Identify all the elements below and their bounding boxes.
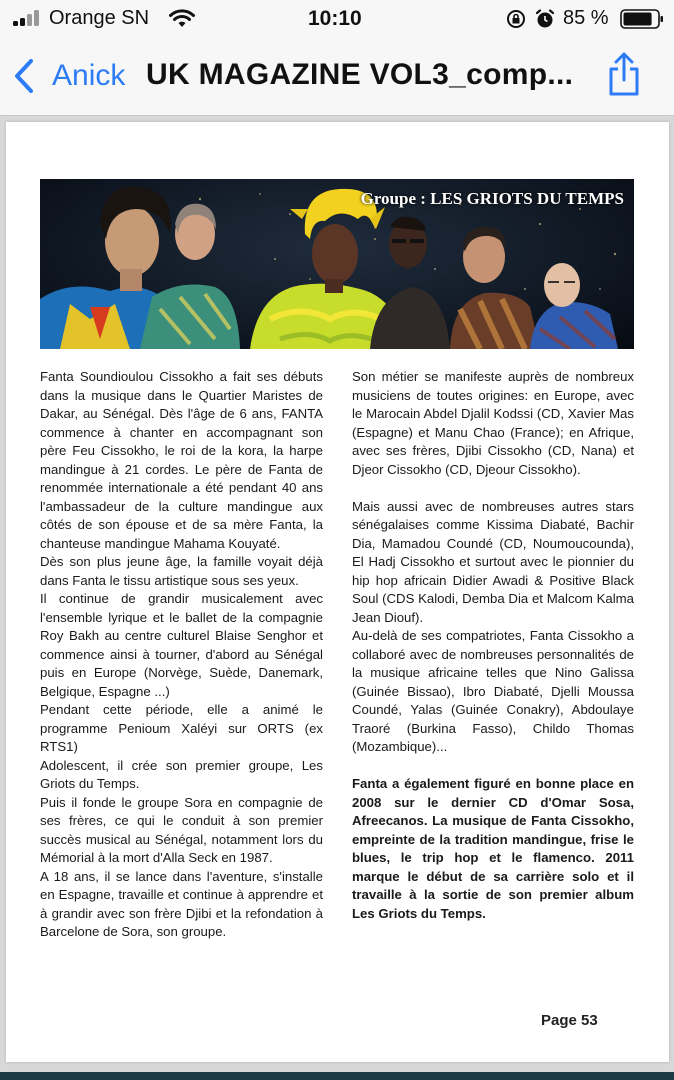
page-number: Page 53: [541, 1012, 598, 1029]
article-column-left: [40, 368, 323, 942]
article-paragraph: Dès son plus jeune âge, la famille voyait déjà dans Fanta le tissu artistique sous ses yeux.: [40, 554, 323, 588]
article-paragraph-highlight: Fanta a également figuré en bonne place en 2008 sur le dernier CD d'Omar Sosa, Afreecanos. La musique de Fanta Cissokho, empreinte de la tradition mandingue, frise le blues, le trip hop et le flamenco. 2011 marque le début de sa carrière solo et il travaille à la sortie de son premier album Les Griots du Temps.: [352, 776, 634, 921]
share-icon[interactable]: [604, 50, 644, 98]
article-paragraph: Pendant cette période, elle a animé le programme Penioum Xaléyi sur ORTS (ex RTS1): [40, 702, 323, 754]
cellular-signal-icon: [13, 10, 40, 26]
bottom-strip: [0, 1072, 674, 1080]
carrier-name: Orange SN: [49, 7, 150, 29]
article-paragraph: Puis il fonde le groupe Sora en compagnie de ses frères, ce qui le conduit à son premier succès musical au Sénégal, notamment lors du Mémorial à la mort d'Alla Seck en 1987.: [40, 794, 323, 865]
article-paragraph: Mais aussi avec de nombreuses autres stars sénégalaises comme Kissima Diabaté, Bachir Dia, Mamadou Coundé (CD, Noumoucounda), El Hadj Cissokho et surtout avec le pionnier du hip hop africain Didier Awadi & Positive Black Soul (CDS Kalodi, Demba Dia et Malcom Kalma Jean Diouf).: [352, 498, 634, 625]
magazine-page: [6, 122, 669, 1062]
wifi-icon: [168, 8, 196, 28]
battery-percentage: 85 %: [563, 7, 609, 29]
status-bar: [0, 0, 674, 38]
clock: 10:10: [308, 7, 362, 30]
band-photo-banner: [40, 179, 634, 349]
chevron-left-icon: [12, 57, 36, 95]
article-paragraph: Son métier se manifeste auprès de nombreux musiciens de toutes origines: en Europe, avec le Marocain Abdel Djalil Kodssi (CD, Xavier Mas (Espagne) et Manu Chao (France); en Afrique, avec ses frères, Djibi Cissokho (CD, Nana) et Djeor Cissokho (CD, Djeour Cissokho).: [352, 369, 634, 477]
navigation-bar: [0, 38, 674, 116]
article-column-right: [352, 368, 634, 923]
article-paragraph: Au-delà de ses compatriotes, Fanta Cissokho a collaboré avec de nombreuses personnalités de la musique africaine telles que Nino Galissa (Guinée Bissao), Ibro Diabaté, Djelli Moussa Coundé, Yalas (Guinée Conakry), Abdoulaye Traoré (Burkina Fasso), Childo Thomas (Mozambique)...: [352, 628, 634, 754]
battery-icon: [620, 9, 664, 29]
article-paragraph: A 18 ans, il se lance dans l'aventure, s'installe en Espagne, travaille et continue à apprendre et à grandir avec son frère Djibi et la refondation à Barcelone de Sora, son groupe.: [40, 868, 323, 939]
article-paragraph: Il continue de grandir musicalement avec l'ensemble lyrique et le ballet de la compagnie Roy Bakh au centre culturel Blaise Senghor et commence ainsi à tourner, d'abord au Sénégal puis en Europe (Norvège, Suède, Danemark, Belgique, Espagne ...): [40, 591, 323, 699]
back-button-label: Anick: [52, 59, 126, 92]
banner-caption: Groupe : LES GRIOTS DU TEMPS: [360, 189, 624, 208]
back-button[interactable]: [12, 56, 125, 96]
alarm-icon: [534, 8, 556, 30]
document-title: UK MAGAZINE VOL3_comp...: [146, 58, 574, 91]
article-paragraph: Fanta Soundioulou Cissokho a fait ses débuts dans la musique dans le Quartier Maristes de Dakar, au Sénégal. Dès l'âge de 6 ans, FANTA commence à chanter en accompagnant son père Feu Cissokho, le roi de la kora, la harpe mandingue à 21 cordes. Le père de Fanta de renommée internationale a été pendant 40 ans l'ambassadeur de la culture mandingue aux côtés de son épouse et de sa mère Fanta, la chanteuse mandingue Mahama Kouyaté.: [40, 369, 323, 551]
article-paragraph: Adolescent, il crée son premier groupe, Les Griots du Temps.: [40, 757, 323, 791]
orientation-lock-icon: [506, 9, 526, 29]
